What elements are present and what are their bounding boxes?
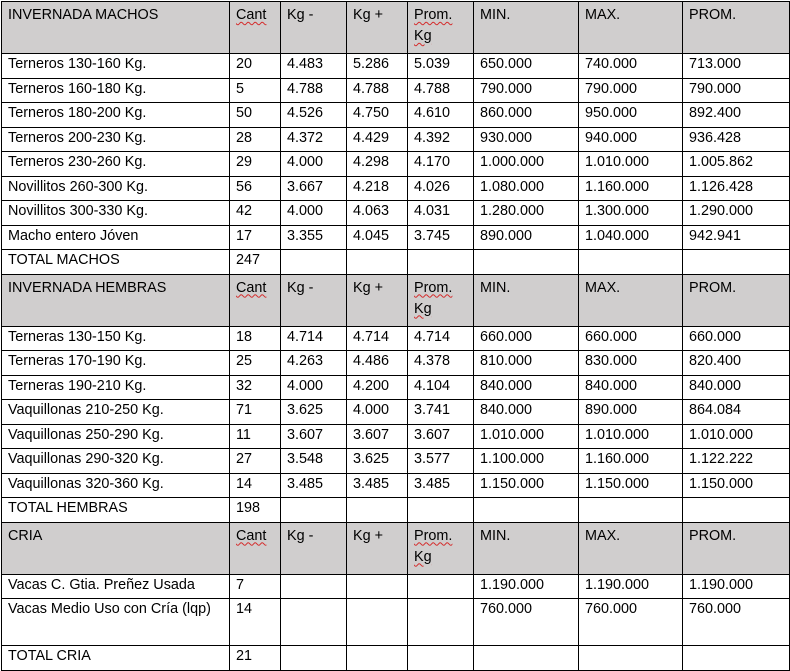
column-header	[683, 522, 790, 574]
value-cell: 1.010.000	[474, 424, 579, 449]
value-cell: 1.280.000	[474, 201, 579, 226]
value-cell: 4.000	[281, 375, 347, 400]
table-row	[2, 152, 790, 177]
value-cell: 4.610	[408, 103, 474, 128]
column-header	[474, 2, 579, 54]
value-cell: 660.000	[683, 326, 790, 351]
value-cell: 790.000	[474, 78, 579, 103]
value-cell: 892.400	[683, 103, 790, 128]
column-header	[408, 274, 474, 326]
value-cell: 11	[230, 424, 281, 449]
value-cell: 740.000	[579, 54, 683, 79]
category-cell: Vacas Medio Uso con Cría (lqp)	[2, 599, 230, 646]
empty-cell	[579, 498, 683, 523]
category-cell: Novillitos 300-330 Kg.	[2, 201, 230, 226]
column-header	[347, 522, 408, 574]
value-cell: 4.392	[408, 127, 474, 152]
category-cell: Vacas C. Gtia. Preñez Usada	[2, 574, 230, 599]
column-header-label: PROM.	[689, 527, 737, 544]
value-cell: 890.000	[579, 400, 683, 425]
column-header	[579, 274, 683, 326]
column-header	[474, 274, 579, 326]
column-header-label: MIN.	[480, 7, 511, 23]
value-cell: 4.000	[281, 152, 347, 177]
value-cell: 1.126.428	[683, 176, 790, 201]
empty-cell	[683, 250, 790, 275]
table-row	[2, 201, 790, 226]
column-header-label: PROM.	[689, 279, 737, 296]
category-cell: Vaquillonas 250-290 Kg.	[2, 424, 230, 449]
column-header-label: Prom. Kg	[414, 7, 453, 44]
column-header	[230, 274, 281, 326]
column-header-label: PROM.	[689, 7, 737, 23]
empty-cell	[474, 250, 579, 275]
value-cell: 3.577	[408, 449, 474, 474]
column-header	[408, 2, 474, 54]
table-row	[2, 599, 790, 646]
total-value: 21	[230, 646, 281, 671]
empty-cell	[474, 646, 579, 671]
value-cell: 1.190.000	[579, 574, 683, 599]
value-cell: 820.400	[683, 351, 790, 376]
category-cell: Terneras 170-190 Kg.	[2, 351, 230, 376]
column-header	[230, 522, 281, 574]
value-cell: 7	[230, 574, 281, 599]
empty-cell	[579, 250, 683, 275]
column-header	[347, 274, 408, 326]
value-cell: 4.031	[408, 201, 474, 226]
empty-cell	[683, 498, 790, 523]
column-header-label: Cant	[236, 7, 267, 23]
value-cell: 3.625	[347, 449, 408, 474]
column-header	[683, 2, 790, 54]
value-cell: 810.000	[474, 351, 579, 376]
value-cell: 1.190.000	[474, 574, 579, 599]
value-cell	[408, 574, 474, 599]
value-cell: 1.290.000	[683, 201, 790, 226]
table-row	[2, 225, 790, 250]
value-cell: 50	[230, 103, 281, 128]
value-cell: 790.000	[683, 78, 790, 103]
section-title: CRIA	[2, 522, 230, 574]
value-cell: 4.200	[347, 375, 408, 400]
value-cell: 1.010.000	[579, 152, 683, 177]
total-label: TOTAL CRIA	[2, 646, 230, 671]
value-cell: 3.607	[347, 424, 408, 449]
value-cell: 1.160.000	[579, 176, 683, 201]
category-cell: Terneras 190-210 Kg.	[2, 375, 230, 400]
value-cell: 840.000	[474, 400, 579, 425]
value-cell: 4.714	[408, 326, 474, 351]
value-cell	[408, 599, 474, 646]
value-cell: 1.080.000	[474, 176, 579, 201]
value-cell: 660.000	[579, 326, 683, 351]
value-cell: 4.788	[408, 78, 474, 103]
category-cell: Vaquillonas 320-360 Kg.	[2, 473, 230, 498]
column-header	[281, 522, 347, 574]
column-header-label: Kg -	[287, 279, 314, 296]
category-cell: Vaquillonas 210-250 Kg.	[2, 400, 230, 425]
table-row	[2, 351, 790, 376]
column-header-label: Kg +	[353, 7, 384, 23]
value-cell: 4.483	[281, 54, 347, 79]
category-cell: Macho entero Jóven	[2, 225, 230, 250]
value-cell: 3.667	[281, 176, 347, 201]
value-cell: 4.218	[347, 176, 408, 201]
empty-cell	[347, 646, 408, 671]
empty-cell	[408, 498, 474, 523]
value-cell: 3.741	[408, 400, 474, 425]
value-cell: 940.000	[579, 127, 683, 152]
value-cell: 4.000	[281, 201, 347, 226]
value-cell: 27	[230, 449, 281, 474]
table-row	[2, 127, 790, 152]
column-header	[408, 522, 474, 574]
value-cell: 4.104	[408, 375, 474, 400]
value-cell: 650.000	[474, 54, 579, 79]
table-row	[2, 449, 790, 474]
column-header-label: Cant	[236, 279, 267, 296]
price-table	[1, 1, 790, 671]
value-cell: 760.000	[579, 599, 683, 646]
column-header-label: Kg -	[287, 527, 314, 544]
column-header-label: Prom. Kg	[414, 279, 453, 317]
empty-cell	[683, 646, 790, 671]
section-header-row	[2, 2, 790, 54]
empty-cell	[408, 646, 474, 671]
column-header	[474, 522, 579, 574]
value-cell: 936.428	[683, 127, 790, 152]
value-cell: 4.750	[347, 103, 408, 128]
value-cell: 56	[230, 176, 281, 201]
value-cell: 1.040.000	[579, 225, 683, 250]
value-cell: 1.010.000	[683, 424, 790, 449]
price-table-body	[2, 2, 790, 671]
value-cell: 14	[230, 473, 281, 498]
value-cell: 5.286	[347, 54, 408, 79]
section-header-row	[2, 522, 790, 574]
value-cell: 4.788	[347, 78, 408, 103]
value-cell: 18	[230, 326, 281, 351]
category-cell: Terneros 130-160 Kg.	[2, 54, 230, 79]
value-cell: 4.263	[281, 351, 347, 376]
value-cell: 4.045	[347, 225, 408, 250]
value-cell: 4.378	[408, 351, 474, 376]
value-cell: 14	[230, 599, 281, 646]
value-cell: 1.150.000	[474, 473, 579, 498]
column-header	[281, 274, 347, 326]
column-header-label: MIN.	[480, 279, 511, 296]
category-cell: Novillitos 260-300 Kg.	[2, 176, 230, 201]
table-row	[2, 78, 790, 103]
column-header-label: Kg +	[353, 527, 384, 544]
value-cell	[347, 599, 408, 646]
empty-cell	[347, 250, 408, 275]
value-cell: 860.000	[474, 103, 579, 128]
table-row	[2, 375, 790, 400]
value-cell: 3.607	[281, 424, 347, 449]
column-header-label: MAX.	[585, 527, 621, 544]
value-cell: 760.000	[683, 599, 790, 646]
value-cell: 29	[230, 152, 281, 177]
value-cell: 20	[230, 54, 281, 79]
value-cell: 1.000.000	[474, 152, 579, 177]
value-cell: 4.429	[347, 127, 408, 152]
column-header-label: Kg +	[353, 279, 384, 296]
empty-cell	[281, 646, 347, 671]
category-cell: Vaquillonas 290-320 Kg.	[2, 449, 230, 474]
value-cell: 3.485	[408, 473, 474, 498]
value-cell: 3.355	[281, 225, 347, 250]
value-cell: 760.000	[474, 599, 579, 646]
section-title: INVERNADA HEMBRAS	[2, 274, 230, 326]
value-cell: 840.000	[683, 375, 790, 400]
column-header	[579, 2, 683, 54]
column-header-label: MAX.	[585, 279, 621, 296]
value-cell: 42	[230, 201, 281, 226]
value-cell: 4.788	[281, 78, 347, 103]
value-cell	[281, 574, 347, 599]
empty-cell	[281, 250, 347, 275]
column-header-label: Cant	[236, 527, 267, 544]
table-row	[2, 400, 790, 425]
value-cell: 4.063	[347, 201, 408, 226]
table-row	[2, 473, 790, 498]
total-row	[2, 646, 790, 671]
value-cell: 17	[230, 225, 281, 250]
total-row	[2, 250, 790, 275]
table-row	[2, 326, 790, 351]
category-cell: Terneros 230-260 Kg.	[2, 152, 230, 177]
section-header-row	[2, 274, 790, 326]
category-cell: Terneros 180-200 Kg.	[2, 103, 230, 128]
value-cell: 930.000	[474, 127, 579, 152]
total-row	[2, 498, 790, 523]
table-row	[2, 103, 790, 128]
value-cell: 660.000	[474, 326, 579, 351]
empty-cell	[408, 250, 474, 275]
category-cell: Terneros 200-230 Kg.	[2, 127, 230, 152]
value-cell: 4.714	[347, 326, 408, 351]
value-cell: 840.000	[579, 375, 683, 400]
value-cell: 890.000	[474, 225, 579, 250]
value-cell: 4.298	[347, 152, 408, 177]
total-label: TOTAL MACHOS	[2, 250, 230, 275]
category-cell: Terneras 130-150 Kg.	[2, 326, 230, 351]
table-row	[2, 424, 790, 449]
value-cell: 864.084	[683, 400, 790, 425]
value-cell: 1.100.000	[474, 449, 579, 474]
value-cell: 790.000	[579, 78, 683, 103]
value-cell: 4.486	[347, 351, 408, 376]
category-cell: Terneros 160-180 Kg.	[2, 78, 230, 103]
total-label: TOTAL HEMBRAS	[2, 498, 230, 523]
value-cell: 3.548	[281, 449, 347, 474]
value-cell: 4.026	[408, 176, 474, 201]
value-cell: 1.150.000	[683, 473, 790, 498]
total-value: 198	[230, 498, 281, 523]
value-cell: 25	[230, 351, 281, 376]
value-cell: 3.625	[281, 400, 347, 425]
value-cell: 4.526	[281, 103, 347, 128]
value-cell: 1.300.000	[579, 201, 683, 226]
column-header	[683, 274, 790, 326]
value-cell: 5	[230, 78, 281, 103]
column-header-label: Prom. Kg	[414, 527, 453, 565]
column-header-label: Kg -	[287, 7, 314, 23]
value-cell: 3.607	[408, 424, 474, 449]
empty-cell	[579, 646, 683, 671]
value-cell: 4.714	[281, 326, 347, 351]
section-title: INVERNADA MACHOS	[2, 2, 230, 54]
table-row	[2, 176, 790, 201]
value-cell: 28	[230, 127, 281, 152]
value-cell: 3.745	[408, 225, 474, 250]
value-cell	[347, 574, 408, 599]
empty-cell	[281, 498, 347, 523]
value-cell: 71	[230, 400, 281, 425]
value-cell: 1.005.862	[683, 152, 790, 177]
column-header	[230, 2, 281, 54]
empty-cell	[347, 498, 408, 523]
value-cell: 4.372	[281, 127, 347, 152]
column-header	[347, 2, 408, 54]
value-cell: 32	[230, 375, 281, 400]
table-row	[2, 54, 790, 79]
value-cell: 1.010.000	[579, 424, 683, 449]
column-header	[579, 522, 683, 574]
column-header-label: MIN.	[480, 527, 511, 544]
value-cell: 3.485	[281, 473, 347, 498]
empty-cell	[474, 498, 579, 523]
value-cell: 840.000	[474, 375, 579, 400]
value-cell: 3.485	[347, 473, 408, 498]
value-cell: 950.000	[579, 103, 683, 128]
table-row	[2, 574, 790, 599]
value-cell: 5.039	[408, 54, 474, 79]
column-header	[281, 2, 347, 54]
value-cell: 4.170	[408, 152, 474, 177]
value-cell: 1.190.000	[683, 574, 790, 599]
value-cell: 713.000	[683, 54, 790, 79]
value-cell: 830.000	[579, 351, 683, 376]
value-cell: 942.941	[683, 225, 790, 250]
total-value: 247	[230, 250, 281, 275]
value-cell	[281, 599, 347, 646]
column-header-label: MAX.	[585, 7, 621, 23]
value-cell: 1.150.000	[579, 473, 683, 498]
value-cell: 1.122.222	[683, 449, 790, 474]
value-cell: 1.160.000	[579, 449, 683, 474]
value-cell: 4.000	[347, 400, 408, 425]
